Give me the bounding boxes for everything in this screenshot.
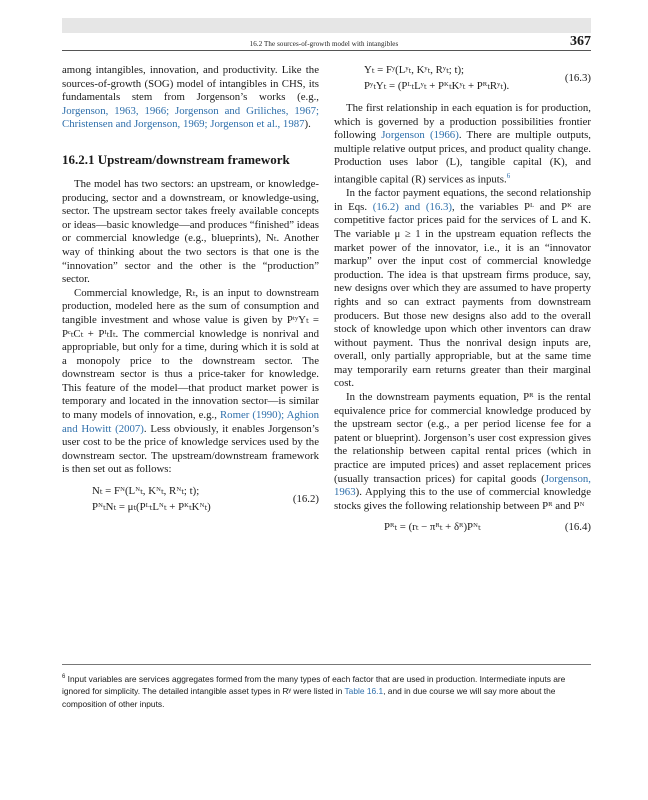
citation-jorgenson-1963[interactable]: Jorgenson, 1963 (334, 472, 591, 499)
citation-jorgenson-works[interactable]: Jorgenson, 1963, 1966; Jorgenson and Griliches, 1967; Christensen and Jorgenson, 1969; Jorgenson et al., 1987 (62, 104, 319, 131)
paragraph-downstream-payments: In the downstream payments equation, Pᴿ is the rental equivalence price for commercial knowledge produced by the upstream sector (e.g., a per period license fee for a patent or blueprint). Jorgenson’s user cost expression gives the relationship between capital rental prices (which in practice are imputed prices) and asset replacement prices (usually transaction prices) for capital goods (Jorgenson, 1963). Applying this to the use of commercial knowledge stocks gives the following relationship between Pᴿ and Pᴺ (334, 391, 591, 512)
equation-number-16-2: (16.2) (292, 493, 319, 506)
citation-table-16-1[interactable]: Table 16.1 (344, 686, 384, 697)
equation-number-16-4: (16.4) (564, 521, 591, 534)
footnote-number: 6 (62, 674, 66, 680)
footnote-marker[interactable]: 6 (506, 171, 511, 180)
paragraph-intro: among intangibles, innovation, and productivity. Like the sources-of-growth (SOG) model of intangibles in CHS, its fundamentals stem from Jorgenson’s works (e.g., Jorgenson, 1963, 1966; Jorgenson and Griliches, 1967; Christensen and Jorgenson, 1969; Jorgenson et al., 1987). (62, 64, 319, 131)
equation-number-16-3: (16.3) (564, 72, 591, 84)
equation-16-4 (334, 519, 591, 535)
equation-16-3 (334, 62, 591, 94)
equation-16-3-line-1: Yₜ = Fʸ(Lʸₜ, Kʸₜ, Rʸₜ; t); (364, 64, 465, 76)
page-number: 367 (570, 34, 591, 49)
paragraph-commercial-knowledge: Commercial knowledge, Rₜ, is an input to downstream production, modeled here as the sum of consumption and tangible investment and whose value is given by PᵗʸYₜ = PᶜₜCₜ + PᴵₜIₜ. The commercial knowledge is nonrival and appropriable, but only for a time, during which it is sold at a monopoly price to the downstream sector. The downstream sector is thus a price-taker for knowledge. This feature of the model—that product market power is temporary and located in the innovation sector—is similar to many models of innovation, e.g., Romer (1990); Aghion and Howitt (2007). Less obviously, it enables Jorgenson’s user cost to be the price of knowledge services used by the downstream sector. The upstream/downstream framework is then set out as follows: (62, 286, 320, 476)
paragraph-two-sectors: The model has two sectors: an upstream, or knowledge-producing, sector and a downstream, or knowledge-using, sector. The upstream sector takes freely available concepts or ideas—basic knowledge—and produces “finished” ideas or commercial knowledge (e.g., blueprints), Nₜ. Another way of thinking about the two sectors is that one is the “innovation” sector and the other is the “production” sector. (62, 177, 319, 286)
footnote-6: $^6$ Input variables are services aggregates formed from the many types of each factor that are used in production. Intermediate inputs are ignored for simplicity. The detailed intangible asset types in Rʸ were listed in Table 16.1, and in due course we will say more about the composition of other inputs. (62, 673, 566, 709)
footnote-rule (62, 664, 591, 665)
paragraph-first-relationship: The first relationship in each equation is for production, which is governed by a production possibilities frontier following Jorgenson (1966). There are multiple outputs, multiple relative output prices, and product quality change. Production uses labor (L), tangible capital (K), and intangible capital (R) services as inputs.$^6$ (334, 102, 591, 186)
equation-16-2-line-1: Nₜ = Fᴺ(Lᴺₜ, Kᴺₜ, Rᴺₜ; t); (92, 485, 200, 498)
running-head: 16.2 The sources-of-growth model with intangibles (249, 40, 399, 48)
left-column (62, 64, 319, 523)
equation-16-4-line: Pᴿₜ = (rₜ − πᴿₜ + δᴿ)Pᴺₜ (384, 521, 481, 534)
equation-16-2 (62, 483, 319, 515)
header-bar (62, 18, 591, 33)
right-column (334, 62, 591, 543)
citation-eqs-16-2-16-3[interactable]: (16.2) and (16.3) (372, 200, 452, 213)
equation-16-2-line-2: PᴺₜNₜ = μₜ(PᴸₜLᴺₜ + PᴷₜKᴺₜ) (92, 501, 211, 514)
equation-16-3-line-2: PʸₜYₜ = (PᴸₜLʸₜ + PᴷₜKʸₜ + PᴿₜRʸₜ). (364, 80, 510, 92)
paragraph-factor-payment: In the factor payment equations, the second relationship in Eqs. (16.2) and (16.3), the variables Pᴸ and Pᴷ are competitive factor prices paid for the services of L and K. The variable μ ≥ 1 in the upstream equation reflects the market power of the innovator, i.e., it is an “innovator markup” over the input cost of commercial knowledge production. The idea is that upstream firms produce, say, new designs over which they are assumed to have property rights and so can extract payments from downstream producers. But those new designs also add to the overall stock of knowledge upon which other inventors can draw without payment. Thus the nonrival design inputs are, overall, only partially appropriable, but at the same time may temporarily earn returns greater than their marginal cost. (334, 187, 591, 390)
header-rule (62, 50, 591, 51)
section-heading: 16.2.1 Upstream/downstream framework (62, 151, 290, 167)
citation-romer-aghion[interactable]: Romer (1990); Aghion and Howitt (2007) (62, 409, 320, 435)
citation-jorgenson-1966[interactable]: Jorgenson (1966) (381, 129, 459, 142)
